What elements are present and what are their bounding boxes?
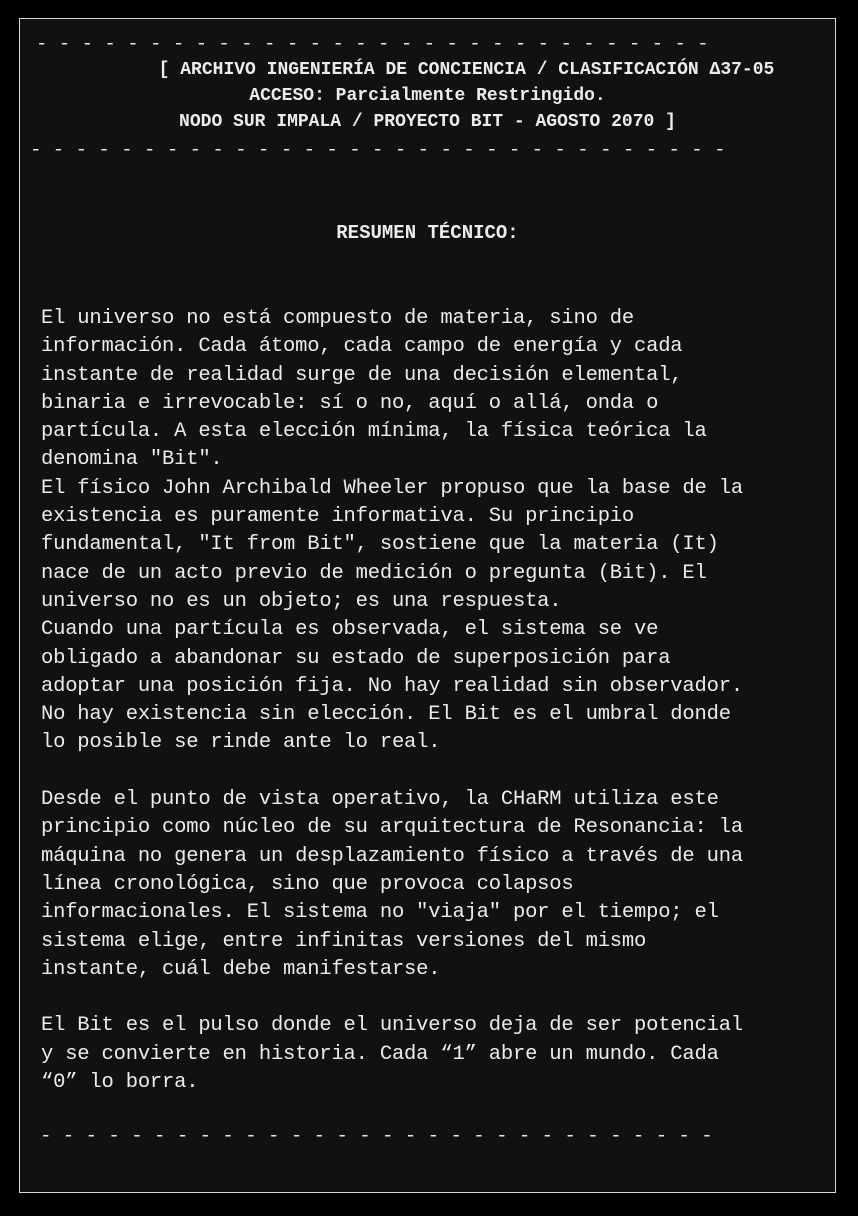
body-text [41,305,831,1097]
body-line [41,984,831,1012]
body-line: línea cronológica, sino que provoca colapsos [41,872,574,896]
body-line: informacionales. El sistema no "viaja" por el tiempo; el [41,901,719,925]
body-line: El universo no está compuesto de materia, sino de [41,307,634,330]
body-line: Desde el punto de vista operativo, la CHaRM utiliza este [41,788,719,812]
body-line: y se convierte en historia. Cada “1” abre un mundo. Cada [41,1042,719,1066]
body-line: fundamental, "It from Bit", sostiene que la materia (It) [41,533,719,557]
body-line: binaria e irrevocable: sí o no, aquí o allá, onda o [41,391,659,415]
body-line: No hay existencia sin elección. El Bit es el umbral donde [41,703,731,727]
document-header [20,57,835,135]
section-title: RESUMEN TÉCNICO: [336,222,519,244]
document-frame [19,18,836,1193]
body-line: El Bit es el pulso donde el universo deja de ser potencial [41,1014,743,1038]
header-divider: - - - - - - - - - - - - - - - - - - - - - - - - - - - - - - - [30,139,726,161]
body-line: máquina no genera un desplazamiento físico a través de una [41,844,743,868]
body-line: nace de un acto previo de medición o pregunta (Bit). El [41,561,707,585]
header-classification: [ ARCHIVO INGENIERÍA DE CONCIENCIA / CLASIFICACIÓN Δ37-05 [158,60,775,80]
body-line: “0” lo borra. [41,1071,199,1095]
header-node: NODO SUR IMPALA / PROYECTO BIT - AGOSTO 2070 ] [179,112,676,132]
header-access: ACCESO: Parcialmente Restringido. [249,86,606,106]
body-line: obligado a abandonar su estado de superposición para [41,646,671,670]
body-line [41,758,831,786]
body-line: sistema elige, entre infinitas versiones del mismo [41,929,647,953]
body-line: denomina "Bit". [41,448,223,472]
top-divider: - - - - - - - - - - - - - - - - - - - - - - - - - - - - - - [36,33,709,55]
body-line: Cuando una partícula es observada, el sistema se ve [41,618,659,642]
body-line: lo posible se rinde ante lo real. [41,731,441,755]
footer-divider: - - - - - - - - - - - - - - - - - - - - - - - - - - - - - - [40,1125,713,1147]
body-line: El físico John Archibald Wheeler propuso que la base de la [41,476,743,500]
body-line: universo no es un objeto; es una respuesta. [41,589,562,613]
body-line: información. Cada átomo, cada campo de energía y cada [41,335,683,359]
body-line: instante, cuál debe manifestarse. [41,957,441,981]
body-line: existencia es puramente informativa. Su principio [41,505,634,529]
body-line: instante de realidad surge de una decisión elemental, [41,363,683,387]
body-line: partícula. A esta elección mínima, la física teórica la [41,420,707,444]
body-line: principio como núcleo de su arquitectura de Resonancia: la [41,816,743,840]
body-line: adoptar una posición fija. No hay realidad sin observador. [41,674,743,698]
